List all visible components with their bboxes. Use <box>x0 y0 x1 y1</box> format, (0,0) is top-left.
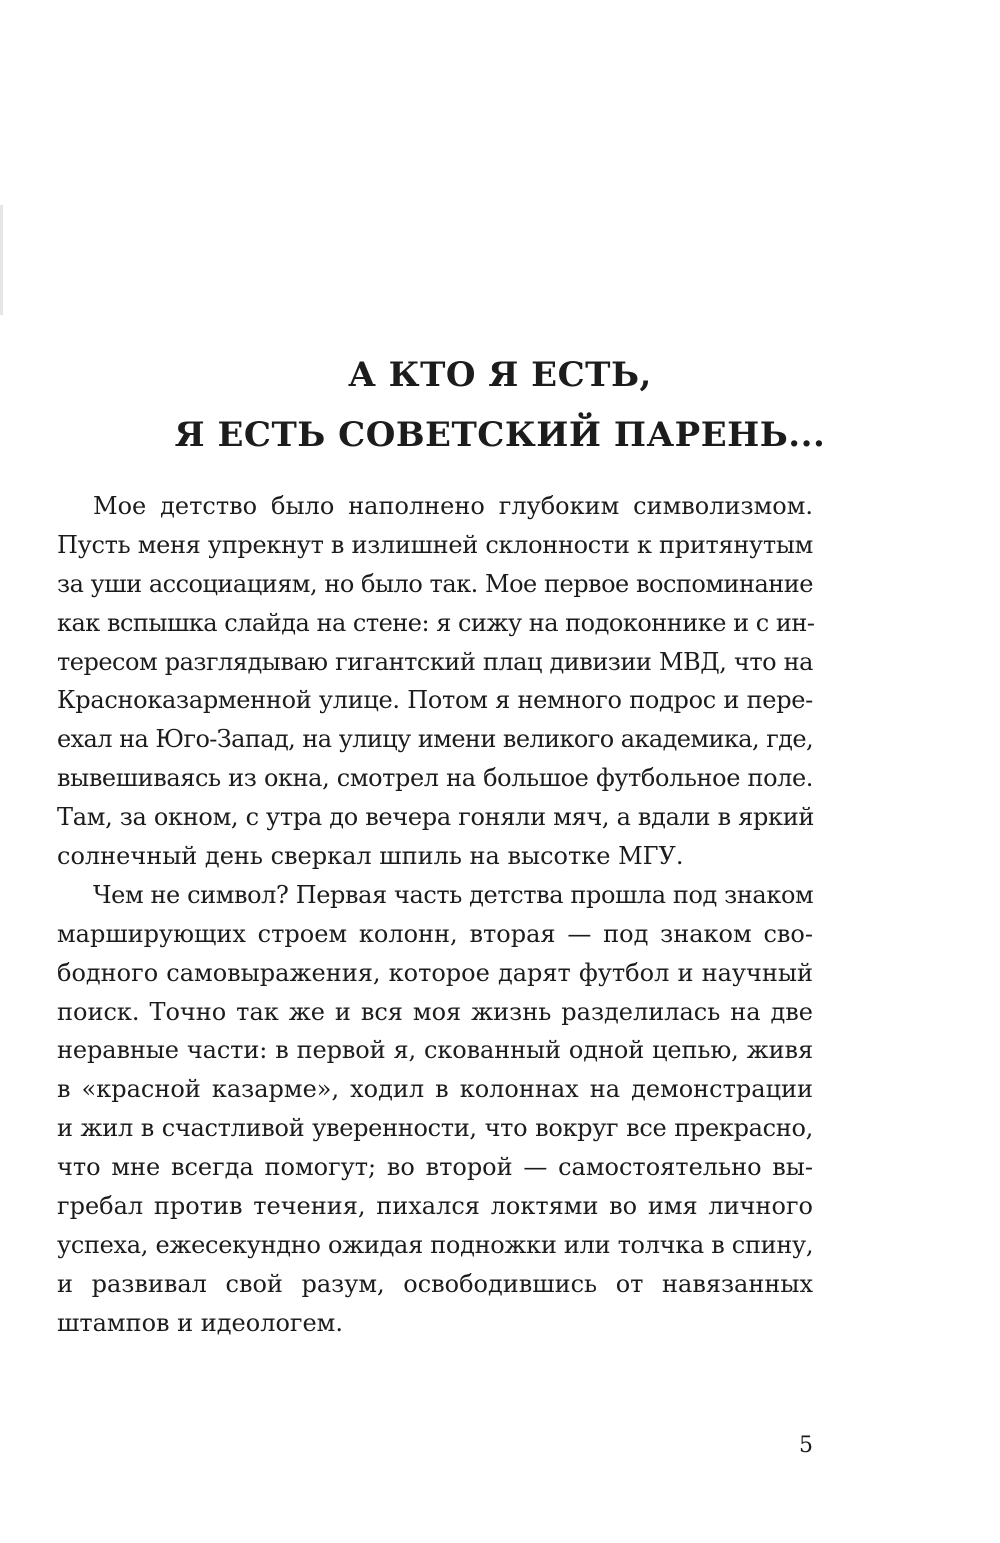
text-line: как вспышка слайда на стене: я сижу на подоконнике и с ин- <box>57 608 815 637</box>
text-line: поиск. Точно так же и вся моя жизнь разделилась на две <box>57 997 813 1026</box>
text-line: тересом разглядываю гигантский плац дивизии МВД, что на <box>57 647 813 676</box>
text-line: Красноказарменной улице. Потом я немного подрос и пере- <box>57 686 813 715</box>
text-line: Мое детство было наполнено глубоким символизмом. <box>93 492 813 520</box>
text-line: и жил в счастливой уверенности, что вокруг все прекрасно, <box>57 1114 813 1143</box>
text-line: марширующих строем колонн, вторая — под знаком сво- <box>57 919 813 948</box>
text-line: Там, за окном, с утра до вечера гоняли мяч, а вдали в яркий <box>57 803 815 832</box>
text-line: успеха, ежесекундно ожидая подножки или толчка в спину, <box>57 1230 814 1259</box>
text-line: штампов и идеологем. <box>57 1308 343 1337</box>
text-line: бодного самовыражения, которое дарят футбол и научный <box>57 958 813 987</box>
page-number: 5 <box>799 1433 813 1458</box>
text-line: что мне всегда помогут; во второй — самостоятельно вы- <box>57 1153 813 1182</box>
body-text <box>57 487 813 1343</box>
paragraph-2 <box>57 876 813 1343</box>
text-line: вывешиваясь из окна, смотрел на большое футбольное поле. <box>57 764 813 793</box>
text-line: в «красной казарме», ходил в колоннах на демонстрации <box>57 1075 813 1104</box>
text-line: солнечный день сверкал шпиль на высотке МГУ. <box>57 842 684 871</box>
text-line: и развивал свой разум, освободившись от навязанных <box>57 1269 813 1298</box>
text-line: неравные части: в первой я, скованный одной цепью, живя <box>57 1036 813 1065</box>
binding-shadow <box>0 205 3 315</box>
text-line: за уши ассоциациям, но было так. Мое первое воспоминание <box>57 569 813 598</box>
chapter-title-line-1: А КТО Я ЕСТЬ, <box>348 355 652 395</box>
text-line: гребал против течения, пихался локтями во имя личного <box>57 1192 813 1221</box>
text-line: ехал на Юго-Запад, на улицу имени великого академика, где, <box>57 725 813 754</box>
text-line: Пусть меня упрекнут в излишней склонности к притянутым <box>57 530 813 559</box>
chapter-title <box>80 345 920 465</box>
paragraph-1 <box>57 487 813 876</box>
text-line: Чем не символ? Первая часть детства прошла под знаком <box>93 880 814 909</box>
chapter-title-line-2: Я ЕСТЬ СОВЕТСКИЙ ПАРЕНЬ... <box>174 415 826 455</box>
